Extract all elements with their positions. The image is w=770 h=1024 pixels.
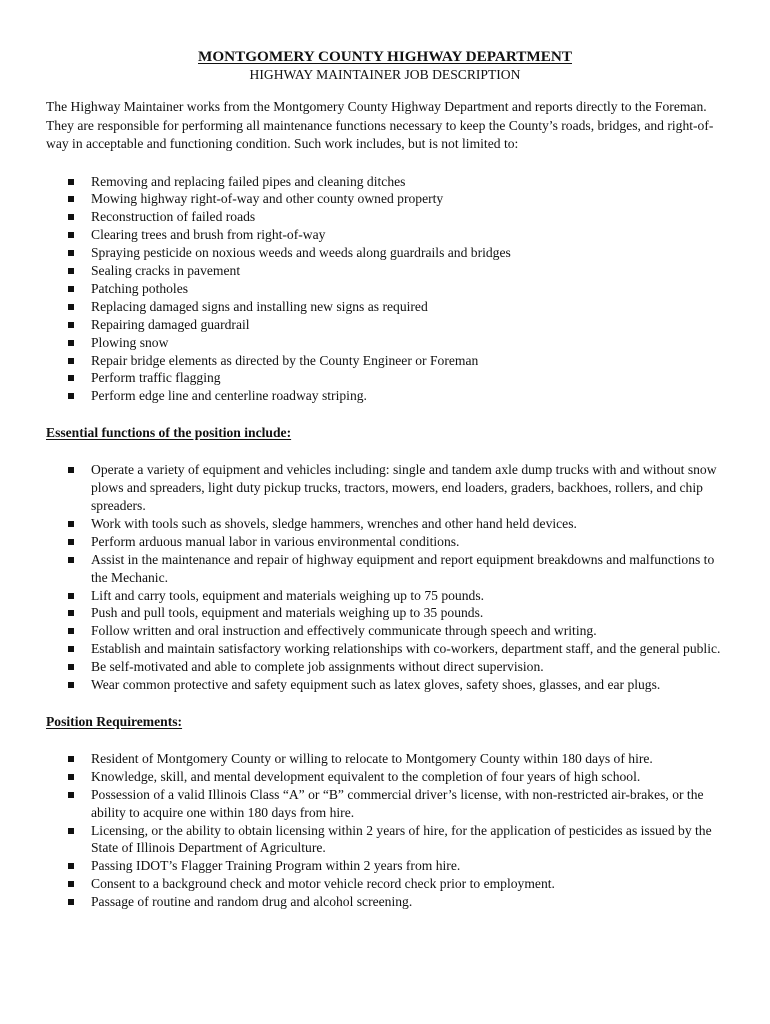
essential-function-item: Perform arduous manual labor in various environmental conditions.: [46, 533, 724, 551]
duty-item: Mowing highway right-of-way and other county owned property: [46, 190, 724, 208]
essential-functions-heading: Essential functions of the position include:: [46, 425, 292, 441]
requirement-item: Knowledge, skill, and mental development equivalent to the completion of four years of high school.: [46, 768, 724, 786]
requirement-item: Consent to a background check and motor vehicle record check prior to employment.: [46, 875, 724, 893]
duty-item: Spraying pesticide on noxious weeds and weeds along guardrails and bridges: [46, 244, 724, 262]
duty-item: Removing and replacing failed pipes and cleaning ditches: [46, 173, 724, 191]
duty-item: Perform edge line and centerline roadway striping.: [46, 387, 724, 405]
essential-function-item: Operate a variety of equipment and vehicles including: single and tandem axle dump trucks with and without snow plows and spreaders, light duty pickup trucks, tractors, mowers, end loaders, graders, backhoes, rollers, and chip spreaders.: [46, 461, 724, 515]
requirement-item: Passing IDOT’s Flagger Training Program within 2 years from hire.: [46, 857, 724, 875]
duty-item: Perform traffic flagging: [46, 369, 724, 387]
intro-paragraph: The Highway Maintainer works from the Montgomery County Highway Department and reports directly to the Foreman. They are responsible for performing all maintenance functions necessary to keep the County’s roads, bridges, and right-of-way in acceptable and functioning condition. Such work includes, but is not limited to:: [46, 99, 714, 151]
essential-function-item: Follow written and oral instruction and effectively communicate through speech and writing.: [46, 622, 724, 640]
requirement-item: Resident of Montgomery County or willing to relocate to Montgomery County within 180 days of hire.: [46, 750, 724, 768]
duty-item: Plowing snow: [46, 334, 724, 352]
essential-functions-list: [46, 461, 724, 694]
duty-item: Sealing cracks in pavement: [46, 262, 724, 280]
requirement-item: Possession of a valid Illinois Class “A” or “B” commercial driver’s license, with non-restricted air-brakes, or the ability to acquire one within 180 days from hire.: [46, 786, 724, 822]
duty-item: Clearing trees and brush from right-of-way: [46, 226, 724, 244]
essential-function-item: Wear common protective and safety equipment such as latex gloves, safety shoes, glasses, and ear plugs.: [46, 676, 724, 694]
duty-item: Repair bridge elements as directed by the County Engineer or Foreman: [46, 352, 724, 370]
essential-function-item: Be self-motivated and able to complete job assignments without direct supervision.: [46, 658, 724, 676]
duty-item: Repairing damaged guardrail: [46, 316, 724, 334]
duties-list: [46, 173, 724, 406]
requirement-item: Licensing, or the ability to obtain licensing within 2 years of hire, for the application of pesticides as issued by the State of Illinois Department of Agriculture.: [46, 822, 724, 858]
position-requirements-heading: Position Requirements:: [46, 713, 183, 729]
essential-function-item: Establish and maintain satisfactory working relationships with co-workers, department staff, and the general public.: [46, 640, 724, 658]
requirement-item: Passage of routine and random drug and alcohol screening.: [46, 893, 724, 911]
essential-function-item: Work with tools such as shovels, sledge hammers, wrenches and other hand held devices.: [46, 515, 724, 533]
position-requirements-list: [46, 750, 724, 911]
essential-function-item: Push and pull tools, equipment and materials weighing up to 35 pounds.: [46, 604, 724, 622]
essential-function-item: Lift and carry tools, equipment and materials weighing up to 75 pounds.: [46, 587, 724, 605]
duty-item: Patching potholes: [46, 280, 724, 298]
page-subtitle: HIGHWAY MAINTAINER JOB DESCRIPTION: [249, 67, 521, 82]
essential-function-item: Assist in the maintenance and repair of highway equipment and report equipment breakdowns and malfunctions to the Mechanic.: [46, 551, 724, 587]
duty-item: Reconstruction of failed roads: [46, 208, 724, 226]
page-title: MONTGOMERY COUNTY HIGHWAY DEPARTMENT: [198, 48, 572, 65]
duty-item: Replacing damaged signs and installing new signs as required: [46, 298, 724, 316]
